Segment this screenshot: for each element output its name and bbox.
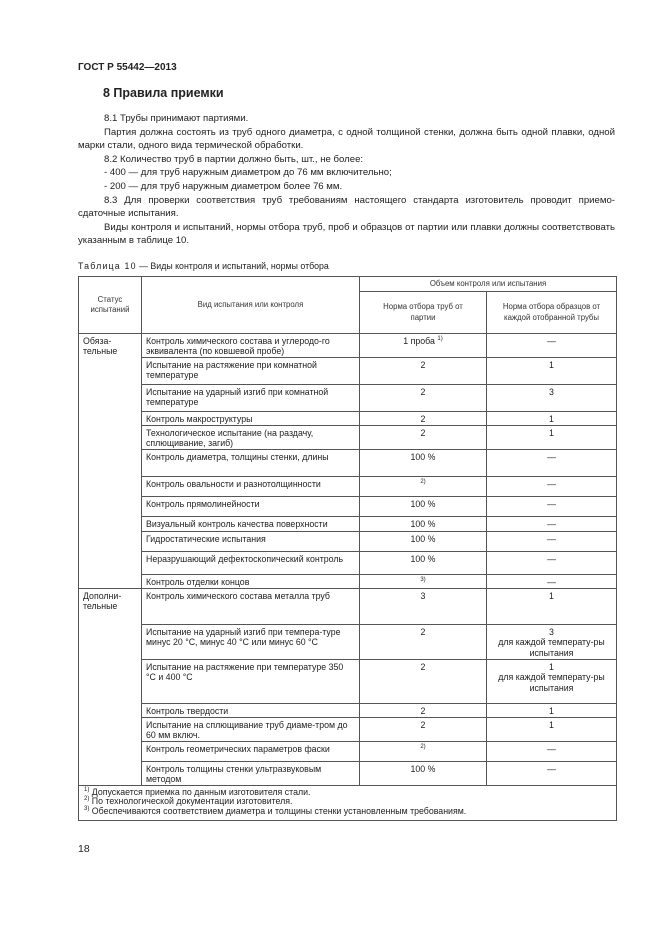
test-name-cell: Испытание на растяжение при комнатной температуре: [142, 358, 360, 385]
norm-batch-cell: 1 проба $^{1)}$: [360, 334, 487, 358]
table-row: [79, 718, 617, 742]
section-title: 8 Правила приемки: [103, 86, 224, 100]
footnote-mark: 2): [420, 744, 426, 751]
norm-pipe-cell: 1: [487, 426, 617, 450]
header-kind: Вид испытания или контроля: [142, 277, 360, 334]
header-norm-pipe: Норма отбора образцов от каждой отобранной трубы: [487, 292, 617, 334]
norm-pipe-cell: —: [487, 762, 617, 786]
table-row: [79, 552, 617, 575]
header-volume: Объем контроля или испытания: [360, 277, 617, 292]
table-row: [79, 450, 617, 477]
test-name-cell: Испытание на ударный изгиб при темпера-туре минус 20 °С, минус 40 °С или минус 60 °С: [142, 625, 360, 660]
table-row: [79, 762, 617, 786]
test-name-cell: Испытание на ударный изгиб при комнатной температуре: [142, 385, 360, 412]
norm-batch-cell: 2: [360, 412, 487, 426]
norm-batch-cell: [360, 742, 487, 762]
footnote-mark: 2): [420, 479, 426, 486]
test-name-cell: Гидростатические испытания: [142, 532, 360, 552]
norm-batch-cell: 100 %: [360, 762, 487, 786]
norm-pipe-cell: —: [487, 517, 617, 532]
table-body: [79, 334, 617, 786]
test-name-cell: Испытание на сплющивание труб диаме-тром до 60 мм включ.: [142, 718, 360, 742]
requirements-table: [78, 276, 616, 821]
norm-batch-cell: 100 %: [360, 532, 487, 552]
table-row: [79, 575, 617, 589]
table-row: [79, 532, 617, 552]
test-name-cell: Контроль химического состава и углеродо-го эквивалента (по ковшевой пробе): [142, 334, 360, 358]
test-name-cell: Контроль отделки концов: [142, 575, 360, 589]
norm-pipe-cell: 1: [487, 412, 617, 426]
norm-pipe-cell: 1 для каждой температу-ры испытания: [487, 660, 617, 704]
table-row: [79, 742, 617, 762]
footnote: $^{3)}$ Обеспечиваются соответствием диаметра и толщины стенки установленным требованиям.: [84, 806, 467, 816]
test-name-cell: Контроль толщины стенки ультразвуковым методом: [142, 762, 360, 786]
test-name-cell: Контроль овальности и разнотолщинности: [142, 477, 360, 497]
paragraph: 8.3 Для проверки соответствия труб требованиям настоящего стандарта изготовитель проводит приемо-сдаточные испытания.: [78, 194, 615, 220]
header-status: Статус испытаний: [79, 277, 142, 334]
table-row: [79, 334, 617, 358]
norm-pipe-cell: —: [487, 450, 617, 477]
norm-pipe-cell: —: [487, 575, 617, 589]
table-row: [79, 412, 617, 426]
norm-pipe-cell: 1: [487, 358, 617, 385]
footnote: $^{1)}$ Допускается приемка по данным изготовителя стали.: [84, 786, 311, 797]
test-name-cell: Контроль диаметра, толщины стенки, длины: [142, 450, 360, 477]
table-row: [79, 704, 617, 718]
section-body: [78, 112, 615, 248]
norm-pipe-cell: —: [487, 497, 617, 517]
table-label: Таблица 10: [78, 261, 137, 271]
norm-pipe-cell: 1: [487, 589, 617, 625]
norm-batch-cell: 3: [360, 589, 487, 625]
test-name-cell: Неразрушающий дефектоскопический контроль: [142, 552, 360, 575]
test-name-cell: Визуальный контроль качества поверхности: [142, 517, 360, 532]
table-row: [79, 589, 617, 625]
page-number: 18: [78, 843, 90, 855]
table-row: [79, 625, 617, 660]
footnote-mark: 3): [420, 577, 426, 584]
norm-batch-cell: 2: [360, 426, 487, 450]
norm-batch-cell: 100 %: [360, 450, 487, 477]
norm-pipe-cell: —: [487, 334, 617, 358]
test-name-cell: Контроль макроструктуры: [142, 412, 360, 426]
test-name-cell: Технологическое испытание (на раздачу, сплющивание, загиб): [142, 426, 360, 450]
test-name-cell: Контроль прямолинейности: [142, 497, 360, 517]
norm-pipe-cell: —: [487, 477, 617, 497]
norm-pipe-cell: —: [487, 552, 617, 575]
test-name-cell: Контроль твердости: [142, 704, 360, 718]
norm-batch-cell: 2: [360, 385, 487, 412]
norm-batch-cell: 2: [360, 625, 487, 660]
paragraph: 8.1 Трубы принимают партиями.: [104, 113, 249, 124]
table-row: [79, 517, 617, 532]
norm-batch-cell: 100 %: [360, 517, 487, 532]
table-row: [79, 477, 617, 497]
norm-batch-cell: 2: [360, 718, 487, 742]
norm-pipe-cell: —: [487, 742, 617, 762]
norm-pipe-cell: 3: [487, 385, 617, 412]
list-item: - 400 — для труб наружным диаметром до 76 мм включительно;: [104, 167, 392, 179]
table-row: [79, 660, 617, 704]
norm-batch-cell: 2: [360, 704, 487, 718]
list-item: - 200 — для труб наружным диаметром более 76 мм.: [104, 180, 343, 192]
table-footnotes: [79, 785, 617, 820]
footnote: $^{2)}$ По технологической документации изготовителя.: [84, 796, 293, 807]
test-name-cell: Контроль химического состава металла труб: [142, 589, 360, 625]
norm-pipe-cell: 3 для каждой температу-ры испытания: [487, 625, 617, 660]
norm-batch-cell: 2: [360, 358, 487, 385]
table-row: [79, 385, 617, 412]
test-name-cell: Испытание на растяжение при температуре 350 °С и 400 °С: [142, 660, 360, 704]
norm-pipe-cell: 1: [487, 718, 617, 742]
norm-batch-cell: 100 %: [360, 552, 487, 575]
paragraph: Виды контроля и испытаний, нормы отбора труб, проб и образцов от партии или плавки должны соответствовать указанным в таблице 10.: [78, 221, 615, 247]
table-caption: [78, 261, 329, 271]
table-row: [79, 497, 617, 517]
status-cell: Обяза-тельные: [79, 334, 142, 589]
test-name-cell: Контроль геометрических параметров фаски: [142, 742, 360, 762]
norm-batch-cell: 2: [360, 660, 487, 704]
norm-batch-cell: [360, 477, 487, 497]
standard-header: ГОСТ Р 55442—2013: [78, 62, 177, 73]
paragraph: Партия должна состоять из труб одного диаметра, с одной толщиной стенки, должна быть одной плавки, одной марки стали, одного вида термической обработки.: [78, 126, 615, 152]
norm-pipe-cell: —: [487, 532, 617, 552]
status-cell: Дополни-тельные: [79, 589, 142, 786]
norm-batch-cell: [360, 575, 487, 589]
table-row: [79, 426, 617, 450]
header-norm-batch: Норма отбора труб от партии: [360, 292, 487, 334]
table-row: [79, 358, 617, 385]
norm-pipe-cell: 1: [487, 704, 617, 718]
footnote-mark: 1): [437, 336, 443, 343]
paragraph: 8.2 Количество труб в партии должно быть, шт., не более:: [104, 153, 364, 165]
table-title: — Виды контроля и испытаний, нормы отбора: [136, 261, 329, 271]
norm-batch-cell: 100 %: [360, 497, 487, 517]
